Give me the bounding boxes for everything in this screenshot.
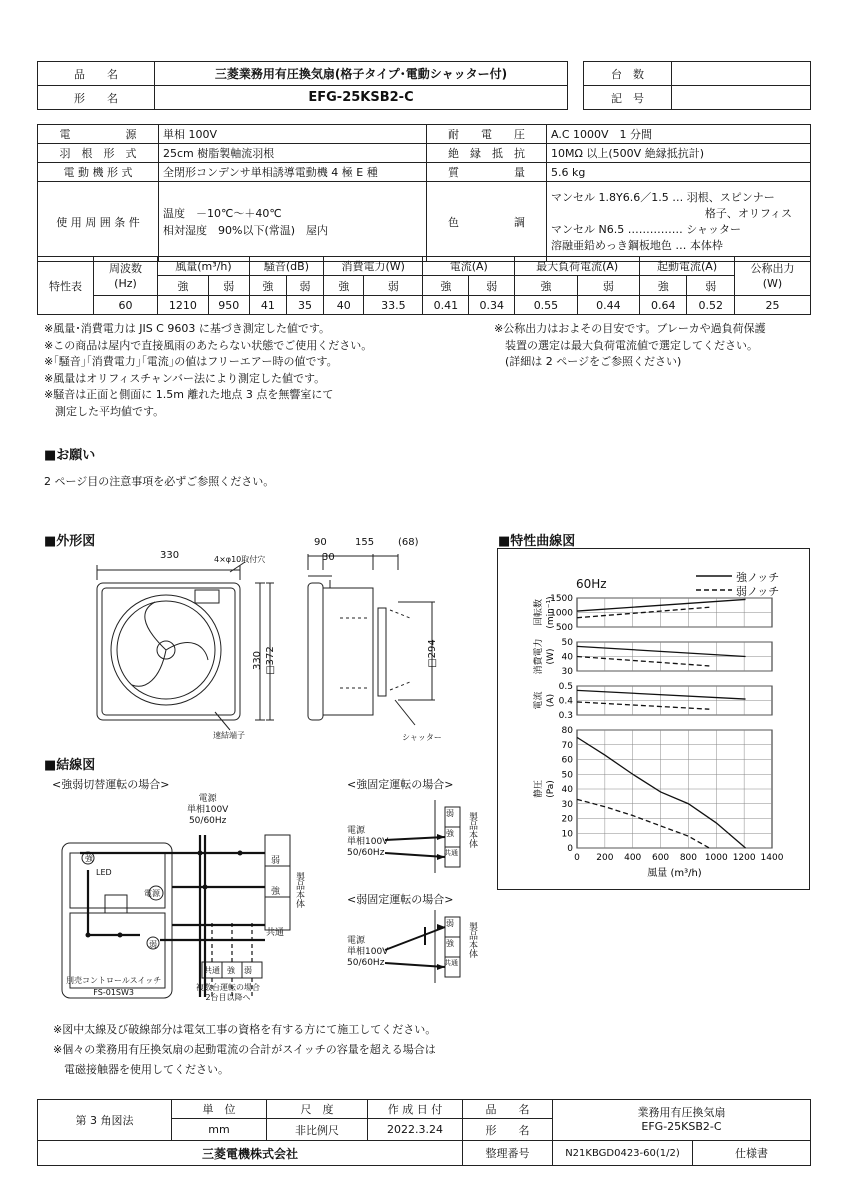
col-head: 最大負荷電流(A) — [515, 257, 640, 276]
col-head: 消費電力(W) — [324, 257, 423, 276]
outline-drawing — [40, 540, 480, 750]
notch-weak: 弱 — [208, 276, 249, 296]
mark-label: 記 号 — [584, 86, 672, 110]
note-line: ※騒音は正面と側面に 1.5m 離れた地点 3 点を無響室にて — [44, 388, 334, 401]
request-title: ■お願い — [44, 448, 96, 463]
y-label: 回転数 — [534, 598, 544, 627]
y-tick: 40 — [561, 652, 573, 663]
t3-common: 共通 — [444, 959, 458, 967]
spec-row — [38, 144, 811, 163]
request-text: 2 ページ目の注意事項を必ずご参照ください。 — [44, 475, 275, 488]
x-label: 風量 (m³/h) — [647, 868, 702, 879]
dim-30: 30 — [322, 552, 335, 563]
src-a: 電源 — [347, 826, 366, 836]
fname-label: 品 名 — [463, 1100, 553, 1119]
wiring-sub3: <弱固定運転の場合> — [347, 893, 454, 906]
src-3 — [347, 936, 388, 969]
y-tick: 0.5 — [558, 682, 573, 692]
spec-label: 電 源 — [38, 125, 159, 144]
out-head: 公称出力 — [750, 262, 795, 275]
curve-chart — [497, 590, 810, 890]
spec-value: A.C 1000V 1 分間 — [547, 125, 811, 144]
t2-strong: 強 — [446, 829, 454, 838]
date-value: 2022.3.24 — [368, 1119, 463, 1141]
product-name: 三菱業務用有圧換気扇(格子タイプ･電動シャッター付) — [155, 62, 568, 86]
env-label: 使 用 周 囲 条 件 — [38, 182, 159, 262]
src-c: 50/60Hz — [347, 958, 385, 968]
color-line: 格子、オリフィス — [704, 206, 792, 220]
doc-type: 仕様書 — [693, 1141, 811, 1166]
notch-strong: 強 — [640, 276, 687, 296]
char-value: 0.41 — [423, 296, 469, 315]
char-value: 25 — [735, 296, 811, 315]
out-unit: (W) — [762, 277, 783, 290]
spec-value: 全閉形コンデンサ単相誘導電動機 4 極 E 種 — [159, 163, 427, 182]
freq-head: 周波数 — [109, 262, 142, 275]
y-label: 電流 — [534, 691, 544, 710]
legend-strong: 強ノッチ — [736, 571, 780, 584]
wiring-sub2: <強固定運転の場合> — [347, 778, 454, 791]
count-label: 台 数 — [584, 62, 672, 86]
notch-weak: 弱 — [469, 276, 515, 296]
char-label: 特性表 — [38, 257, 94, 315]
ctrl-switch — [66, 975, 161, 999]
color-line: マンセル 1.8Y6.6／1.5 … 羽根、スピンナー — [551, 190, 775, 204]
wiring-title: ■結線図 — [44, 758, 96, 773]
y-tick: 1500 — [550, 594, 573, 604]
spec-label: 絶 縁 抵 抗 — [427, 144, 547, 163]
spec-label: 質 量 — [427, 163, 547, 182]
notch-weak: 弱 — [687, 276, 735, 296]
legend-weak: 弱ノッチ — [736, 585, 780, 598]
dim-330v: 330 — [252, 650, 264, 671]
note-line: ※公称出力はおよその目安です。ブレーカや過負荷保護 — [494, 322, 766, 335]
y-tick: 80 — [561, 726, 573, 736]
col-head: 電流(A) — [423, 257, 515, 276]
notch-strong: 強 — [515, 276, 577, 296]
y-tick: 30 — [561, 667, 573, 677]
header-table — [37, 61, 568, 110]
title-block — [37, 1099, 811, 1166]
wiring-diagram-1 — [60, 825, 300, 1000]
y-unit: (W) — [546, 648, 556, 665]
x-tick: 400 — [624, 853, 642, 863]
outline-title: ■外形図 — [44, 534, 96, 549]
note-line: (詳細は 2 ページをご参照ください) — [494, 355, 682, 368]
col-head: 騒音(dB) — [249, 257, 323, 276]
bt-weak: 弱 — [244, 966, 252, 975]
y-unit: (min⁻¹) — [546, 596, 556, 629]
x-tick: 800 — [679, 853, 698, 863]
dim-294: □294 — [426, 639, 438, 668]
col-head: 風量(m³/h) — [158, 257, 250, 276]
x-tick: 600 — [651, 853, 670, 863]
y-tick: 0.4 — [558, 696, 573, 707]
note-line: ※この商品は屋内で直接風雨のあたらない状態でご使用ください。 — [44, 338, 373, 352]
wiring-led: LED — [96, 868, 112, 877]
x-tick: 1000 — [704, 853, 728, 863]
label-shutter: シャッター — [402, 733, 442, 742]
date-head: 作 成 日 付 — [368, 1100, 463, 1119]
count-table — [583, 61, 811, 110]
name-label: 品 名 — [38, 62, 155, 86]
note-line: ※｢騒音｣｢消費電力｣｢電流｣の値はフリーエアー時の値です。 — [44, 355, 338, 368]
x-tick: 1400 — [760, 853, 784, 863]
term-strong: 強 — [271, 887, 281, 897]
model-label: 形 名 — [38, 86, 155, 110]
dim-330: 330 — [160, 550, 180, 561]
body-label-1: 製品本体 — [294, 872, 304, 908]
char-table — [37, 256, 811, 315]
wiring-weak-sw: 弱 — [149, 940, 157, 949]
y-tick: 70 — [561, 740, 573, 751]
notch-strong: 強 — [324, 276, 364, 296]
fmodel-label: 形 名 — [463, 1119, 553, 1141]
notch-strong: 強 — [423, 276, 469, 296]
char-value: 41 — [249, 296, 286, 315]
spec-value: 5.6 kg — [547, 163, 811, 182]
x-tick: 1200 — [732, 853, 756, 863]
dim-68: (68) — [398, 537, 419, 548]
y-tick: 500 — [555, 623, 573, 633]
color-line: 溶融亜鉛めっき鋼板地色 … 本体枠 — [551, 238, 723, 252]
multi-2: 2台目以降へ — [205, 993, 251, 1002]
spec-label: 耐 電 圧 — [427, 125, 547, 144]
char-value: 33.5 — [364, 296, 423, 315]
y-tick: 50 — [561, 638, 573, 648]
spec-label: 羽 根 形 式 — [38, 144, 159, 163]
char-value: 35 — [286, 296, 323, 315]
warnings — [53, 1020, 436, 1080]
notch-weak: 弱 — [364, 276, 423, 296]
series-strong — [577, 599, 746, 611]
env-humid: 相対湿度 90%以下(常温) 屋内 — [163, 223, 329, 237]
y-label: 静圧 — [534, 779, 544, 799]
t2-weak: 弱 — [446, 809, 454, 818]
note-line: 電磁接触器を使用してください。 — [53, 1063, 229, 1076]
y-unit: (A) — [546, 693, 556, 708]
notch-weak: 弱 — [286, 276, 323, 296]
note-line: ※個々の業務用有圧換気扇の起動電流の合計がスイッチの容量を超える場合は — [53, 1043, 436, 1056]
y-tick: 1000 — [550, 608, 573, 619]
bt-common: 共通 — [204, 966, 220, 975]
x-tick: 200 — [596, 853, 614, 863]
multi-note — [196, 983, 260, 1003]
series-weak — [577, 799, 709, 848]
notch-strong: 強 — [158, 276, 209, 296]
notes-left — [44, 321, 372, 420]
y-tick: 40 — [561, 785, 573, 795]
unit-value: mm — [172, 1119, 267, 1141]
spec-label: 電 動 機 形 式 — [38, 163, 159, 182]
term-weak: 弱 — [271, 856, 281, 866]
term-common: 共通 — [266, 928, 285, 938]
note-line: ※風量･消費電力は JIS C 9603 に基づき測定した値です。 — [44, 322, 330, 335]
src-a: 電源 — [347, 936, 366, 946]
bt-strong: 強 — [227, 966, 235, 975]
note-line: ※風量はオリフィスチャンバー法により測定した値です。 — [44, 371, 326, 385]
series-strong — [577, 646, 746, 656]
src-b: 単相100V — [347, 837, 389, 847]
char-value: 1210 — [158, 296, 209, 315]
char-value: 0.34 — [469, 296, 515, 315]
body-label-3: 製品本体 — [467, 922, 477, 958]
company: 三菱電機株式会社 — [38, 1141, 463, 1166]
notch-strong: 強 — [249, 276, 286, 296]
dim-90: 90 — [314, 537, 327, 548]
char-value: 0.52 — [687, 296, 735, 315]
ctrl-model: FS-01SW3 — [93, 988, 134, 997]
body-label-2: 製品本体 — [467, 812, 477, 848]
ctrl-name: 別売コントロールスイッチ — [66, 976, 162, 985]
x-tick: 0 — [574, 853, 580, 863]
series-weak — [577, 702, 709, 709]
src-volt: 単相100V — [187, 805, 229, 815]
angle: 第 3 角図法 — [38, 1100, 172, 1141]
dim-155: 155 — [355, 537, 375, 548]
char-value: 950 — [208, 296, 249, 315]
src-2 — [347, 826, 388, 859]
curve-title: ■特性曲線図 — [498, 534, 576, 549]
product-model: EFG-25KSB2-C — [155, 86, 568, 110]
char-value: 40 — [324, 296, 364, 315]
spec-row — [38, 125, 811, 144]
mgmt-value: N21KBGD0423-60(1/2) — [553, 1141, 693, 1166]
note-line: 測定した平均値です。 — [44, 404, 165, 418]
y-tick: 10 — [561, 829, 573, 840]
src-c: 50/60Hz — [347, 848, 385, 858]
scale-value: 非比例尺 — [267, 1119, 368, 1141]
y-tick: 0.3 — [558, 711, 573, 721]
wiring-pwr: 電源 — [144, 889, 160, 898]
fname-value: 業務用有圧換気扇 — [637, 1106, 726, 1119]
y-unit: (Pa) — [546, 780, 556, 798]
spec-table — [37, 124, 811, 262]
t3-weak: 弱 — [446, 919, 454, 928]
notes-right — [494, 321, 766, 371]
char-value: 0.55 — [515, 296, 577, 315]
series-weak — [577, 657, 709, 666]
spec-row — [38, 163, 811, 182]
y-tick: 60 — [561, 755, 573, 766]
label-terminal: 速結端子 — [213, 731, 245, 740]
spec-value: 25cm 樹脂製軸流羽根 — [159, 144, 427, 163]
env-temp: 温度 －10℃～＋40℃ — [163, 206, 282, 220]
scale-head: 尺 度 — [267, 1100, 368, 1119]
note-line: ※図中太線及び破線部分は電気工事の資格を有する方にて施工してください。 — [53, 1023, 437, 1036]
spec-value: 10MΩ 以上(500V 絶縁抵抗計) — [547, 144, 811, 163]
t2-common: 共通 — [444, 849, 458, 857]
series-strong — [577, 690, 746, 699]
spec-value: 単相 100V — [159, 125, 427, 144]
note-line: 装置の選定は最大負荷電流値で選定してください。 — [494, 338, 758, 352]
mgmt-label: 整理番号 — [463, 1141, 553, 1166]
col-head: 起動電流(A) — [640, 257, 735, 276]
src-label: 電源 — [198, 794, 217, 804]
color-label: 色 調 — [427, 182, 547, 262]
curve-hz: 60Hz — [576, 577, 607, 591]
y-tick: 0 — [567, 844, 573, 854]
wiring-sub1: <強弱切替運転の場合> — [52, 778, 170, 791]
dim-372: □372 — [264, 646, 276, 675]
unit-head: 単 位 — [172, 1100, 267, 1119]
color-line: マンセル N6.5 …………… シャッター — [551, 222, 741, 236]
multi-1: 複数台運転の場合 — [196, 983, 260, 992]
freq-unit: (Hz) — [114, 277, 137, 290]
src-b: 単相100V — [347, 947, 389, 957]
fmodel-value: EFG-25KSB2-C — [641, 1120, 722, 1133]
notch-weak: 弱 — [577, 276, 639, 296]
wiring-strong-sw: 強 — [85, 854, 93, 863]
y-tick: 50 — [561, 770, 573, 781]
char-value: 60 — [94, 296, 158, 315]
t3-strong: 強 — [446, 939, 454, 948]
src-freq: 50/60Hz — [188, 816, 227, 826]
dim-holes: 4×φ10取付穴 — [214, 555, 266, 564]
char-value: 0.64 — [640, 296, 687, 315]
y-label: 消費電力 — [534, 638, 544, 675]
y-tick: 30 — [561, 799, 573, 810]
char-value: 0.44 — [577, 296, 639, 315]
series-strong — [577, 737, 746, 848]
y-tick: 20 — [561, 814, 573, 825]
wiring-source — [187, 794, 228, 827]
